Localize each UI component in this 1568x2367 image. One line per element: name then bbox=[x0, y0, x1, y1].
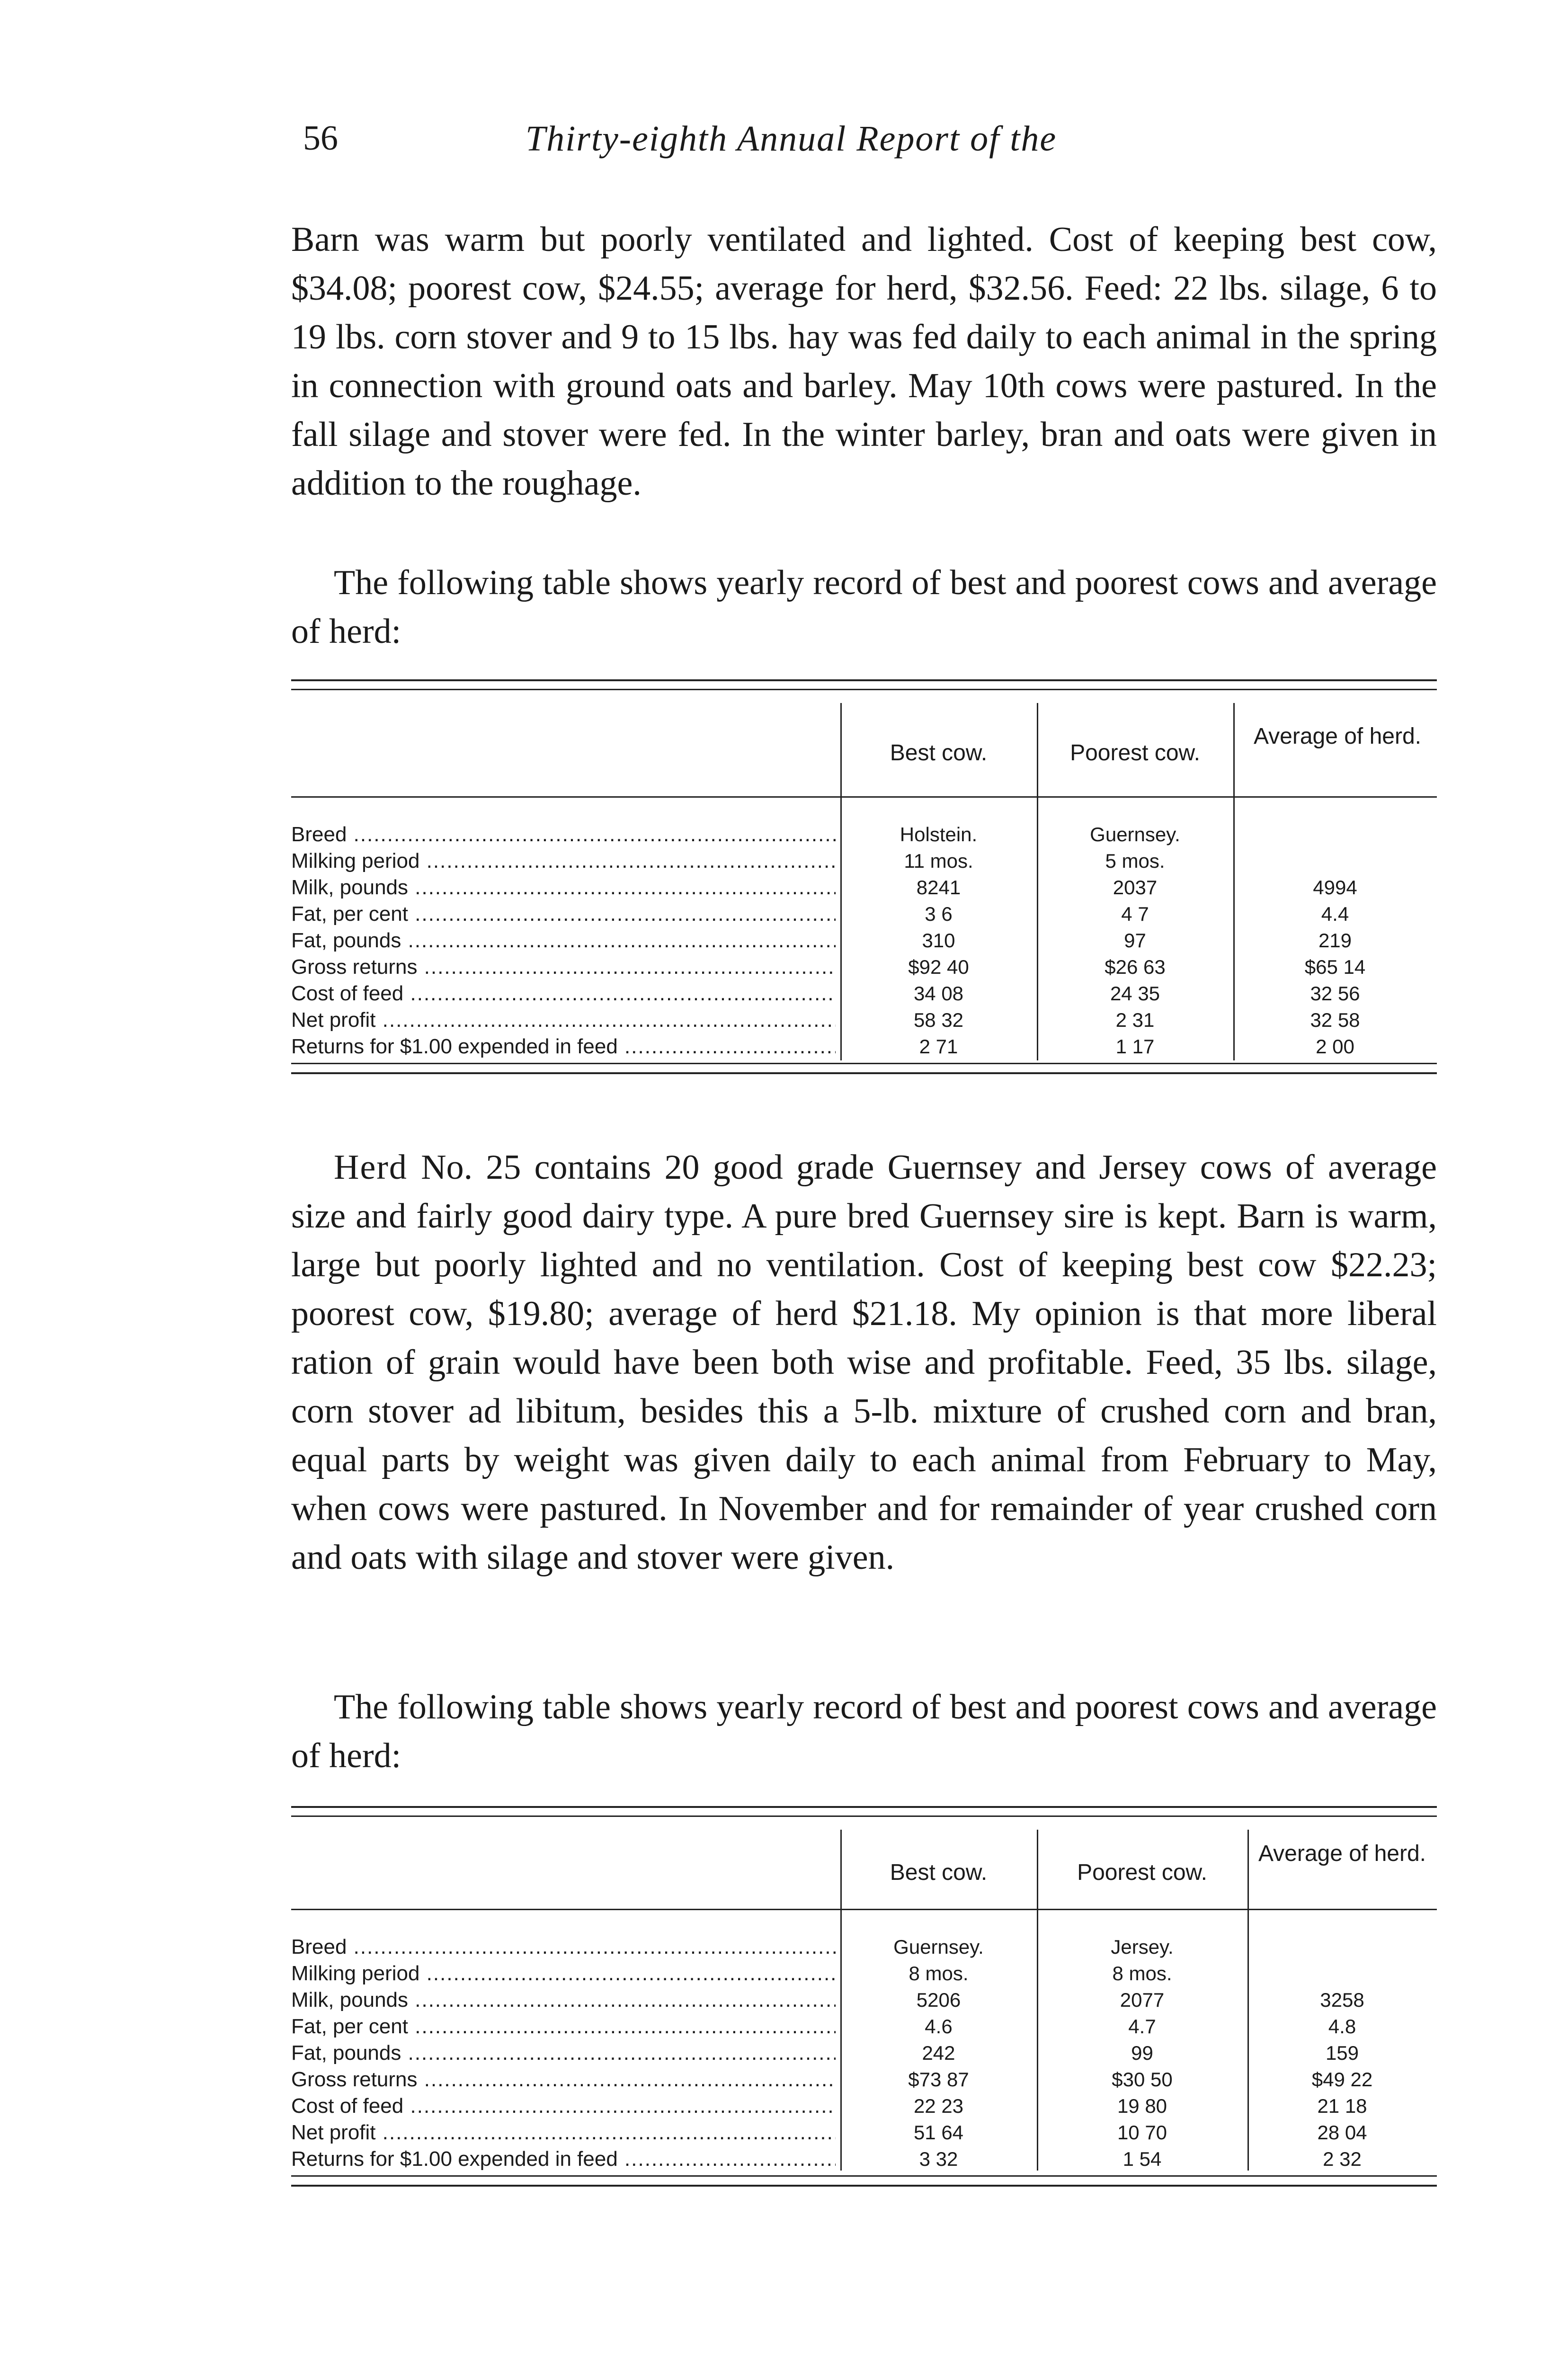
table2-bottom-rule-outer bbox=[291, 2185, 1437, 2187]
table1-cell: 11 mos. bbox=[904, 850, 973, 872]
page-number: 56 bbox=[303, 119, 338, 158]
table2-cell: 99 bbox=[1131, 2042, 1153, 2064]
table2-row-labels bbox=[291, 1934, 836, 2172]
table2-cell: 8 mos. bbox=[909, 1962, 969, 1984]
table2-cell bbox=[1247, 1934, 1437, 1960]
table1-best-column bbox=[840, 821, 1037, 1060]
body-paragraph-2 bbox=[291, 1143, 1437, 1582]
table1-cell: 32 58 bbox=[1310, 1009, 1360, 1031]
table2-header-best: Best cow. bbox=[890, 1860, 988, 1885]
table1-top-rule bbox=[291, 679, 1437, 681]
table2-cell: 2 32 bbox=[1323, 2148, 1362, 2170]
table1-cell: 32 56 bbox=[1310, 982, 1360, 1005]
table2-label: Net profit ..... bbox=[291, 2119, 836, 2146]
table2-cell: 2077 bbox=[1120, 1989, 1165, 2011]
table2-cell: 242 bbox=[922, 2042, 955, 2064]
table2-label: Fat, per cent ..... bbox=[291, 2013, 836, 2040]
table1-cell bbox=[1233, 821, 1437, 848]
table-intro-2: The following table shows yearly record of best and poorest cows and average of herd: bbox=[291, 1688, 1437, 1775]
table1-label: Cost of feed ..... bbox=[291, 980, 836, 1007]
table1-header-rule bbox=[291, 796, 1437, 798]
table2-label: Milk, pounds ..... bbox=[291, 1987, 836, 2013]
herd-label: Herd bbox=[334, 1148, 408, 1187]
table2-cell: 22 23 bbox=[913, 2095, 964, 2117]
table2-header-poorest: Poorest cow. bbox=[1077, 1860, 1207, 1885]
table2-label: Returns for $1.00 expended in feed ..... bbox=[291, 2146, 836, 2172]
table2-label: Fat, pounds ..... bbox=[291, 2040, 836, 2066]
table2-label: Cost of feed ..... bbox=[291, 2093, 836, 2119]
table1-header-average: Average of herd. bbox=[1253, 724, 1422, 749]
table2-cell: Jersey. bbox=[1111, 1936, 1174, 1958]
table2-cell: Guernsey. bbox=[893, 1936, 984, 1958]
table1-cell: 1 17 bbox=[1115, 1035, 1155, 1058]
table-2 bbox=[291, 1815, 1437, 2185]
table1-poorest-column bbox=[1037, 821, 1233, 1060]
table1-cell: 4994 bbox=[1313, 876, 1357, 899]
table-intro-1: The following table shows yearly record of best and poorest cows and average of herd: bbox=[291, 563, 1437, 651]
running-head bbox=[303, 118, 1439, 170]
table2-average-column bbox=[1247, 1934, 1437, 2172]
table2-cell: 5206 bbox=[916, 1989, 961, 2011]
table1-cell: 34 08 bbox=[913, 982, 964, 1005]
table1-bottom-rule-outer bbox=[291, 1072, 1437, 1074]
table2-cell bbox=[1247, 1960, 1437, 1987]
table1-cell bbox=[1233, 848, 1437, 874]
table1-cell: 8241 bbox=[916, 876, 961, 899]
table2-cell: 159 bbox=[1325, 2042, 1359, 2064]
table2-cell: 51 64 bbox=[913, 2121, 964, 2144]
table2-label: Breed ..... bbox=[291, 1934, 836, 1960]
table1-label: Net profit ..... bbox=[291, 1007, 836, 1033]
table1-cell: 24 35 bbox=[1110, 982, 1160, 1005]
table1-header-best: Best cow. bbox=[890, 740, 988, 765]
table1-bottom-rule bbox=[291, 1063, 1437, 1064]
table2-header-average: Average of herd. bbox=[1258, 1841, 1426, 1866]
table1-cell: $26 63 bbox=[1105, 956, 1166, 978]
table1-row-labels bbox=[291, 821, 836, 1060]
table2-cell: $49 22 bbox=[1311, 2068, 1373, 2091]
table2-cell: 8 mos. bbox=[1112, 1962, 1172, 1984]
table2-label: Milking period ..... bbox=[291, 1960, 836, 1987]
table2-header-rule bbox=[291, 1909, 1437, 1910]
table2-cell: 4.7 bbox=[1128, 2015, 1156, 2038]
table1-label: Returns for $1.00 expended in feed ..... bbox=[291, 1033, 836, 1060]
table1-label: Breed ..... bbox=[291, 821, 836, 848]
table2-cell: 3 32 bbox=[919, 2148, 958, 2170]
running-title: Thirty-eighth Annual Report of the bbox=[526, 119, 1057, 159]
table1-cell: 2037 bbox=[1113, 876, 1158, 899]
table1-cell: Guernsey. bbox=[1090, 823, 1180, 845]
table1-cell: 5 mos. bbox=[1105, 850, 1165, 872]
table-1 bbox=[291, 689, 1437, 1084]
table1-cell: 4.4 bbox=[1321, 903, 1349, 925]
table1-cell: 4 7 bbox=[1121, 903, 1149, 925]
table2-cell: 19 80 bbox=[1117, 2095, 1167, 2117]
table1-label: Milking period ..... bbox=[291, 848, 836, 874]
table1-cell: Holstein. bbox=[900, 823, 978, 845]
table2-cell: $73 87 bbox=[908, 2068, 969, 2091]
table1-average-column bbox=[1233, 821, 1437, 1060]
table2-cell: 10 70 bbox=[1117, 2121, 1167, 2144]
table2-bottom-rule bbox=[291, 2175, 1437, 2177]
table1-cell: 3 6 bbox=[925, 903, 953, 925]
table2-cell: 1 54 bbox=[1123, 2148, 1162, 2170]
body-paragraph-1: Barn was warm but poorly ventilated and lighted. Cost of keeping best cow, $34.08; poorest cow, $24.55; average for herd, $32.56. Feed: 22 lbs. silage, 6 to 19 lbs. corn stover and 9 to 15 lbs. hay was fed daily to each animal in the spring in connection with ground oats and barley. May 10th cows were pastured. In the fall silage and stover were fed. In the winter barley, bran and oats were given in addition to the roughage. bbox=[291, 220, 1437, 503]
table2-cell: $30 50 bbox=[1112, 2068, 1173, 2091]
table1-cell: 219 bbox=[1318, 929, 1352, 952]
table2-cell: 4.8 bbox=[1328, 2015, 1356, 2038]
table2-best-column bbox=[840, 1934, 1037, 2172]
table1-label: Gross returns ..... bbox=[291, 954, 836, 980]
table1-cell: $92 40 bbox=[908, 956, 969, 978]
table1-cell: 310 bbox=[922, 929, 955, 952]
table2-cell: 4.6 bbox=[925, 2015, 953, 2038]
table2-cell: 21 18 bbox=[1317, 2095, 1367, 2117]
table2-cell: 28 04 bbox=[1317, 2121, 1367, 2144]
table1-cell: 97 bbox=[1124, 929, 1146, 952]
table1-cell: $65 14 bbox=[1304, 956, 1366, 978]
table2-cell: 3258 bbox=[1320, 1989, 1364, 2011]
table1-cell: 2 71 bbox=[919, 1035, 958, 1058]
table1-header-poorest: Poorest cow. bbox=[1070, 740, 1200, 765]
table2-label: Gross returns ..... bbox=[291, 2066, 836, 2093]
table1-label: Fat, pounds ..... bbox=[291, 927, 836, 954]
herd-paragraph-text: No. 25 contains 20 good grade Guernsey and Jersey cows of average size and fairly good dairy type. A pure bred Guernsey sire is kept. Barn is warm, large but poorly lighted and no ventilation. Cost of keeping best cow $22.23; poorest cow, $19.80; average of herd $21.18. My opinion is that more liberal ration of grain would have been both wise and profitable. Feed, 35 lbs. silage, corn stover ad libitum, besides this a 5-lb. mixture of crushed corn and bran, equal parts by weight was given daily to each animal from February to May, when cows were pastured. In November and for remainder of year crushed corn and oats with silage and stover were given. bbox=[291, 1148, 1437, 1577]
table1-label: Fat, per cent ..... bbox=[291, 901, 836, 927]
table1-cell: 2 31 bbox=[1115, 1009, 1155, 1031]
table1-label: Milk, pounds ..... bbox=[291, 874, 836, 901]
table2-top-rule bbox=[291, 1806, 1437, 1808]
table1-cell: 2 00 bbox=[1316, 1035, 1354, 1058]
table1-cell: 58 32 bbox=[913, 1009, 964, 1031]
table2-poorest-column bbox=[1037, 1934, 1247, 2172]
